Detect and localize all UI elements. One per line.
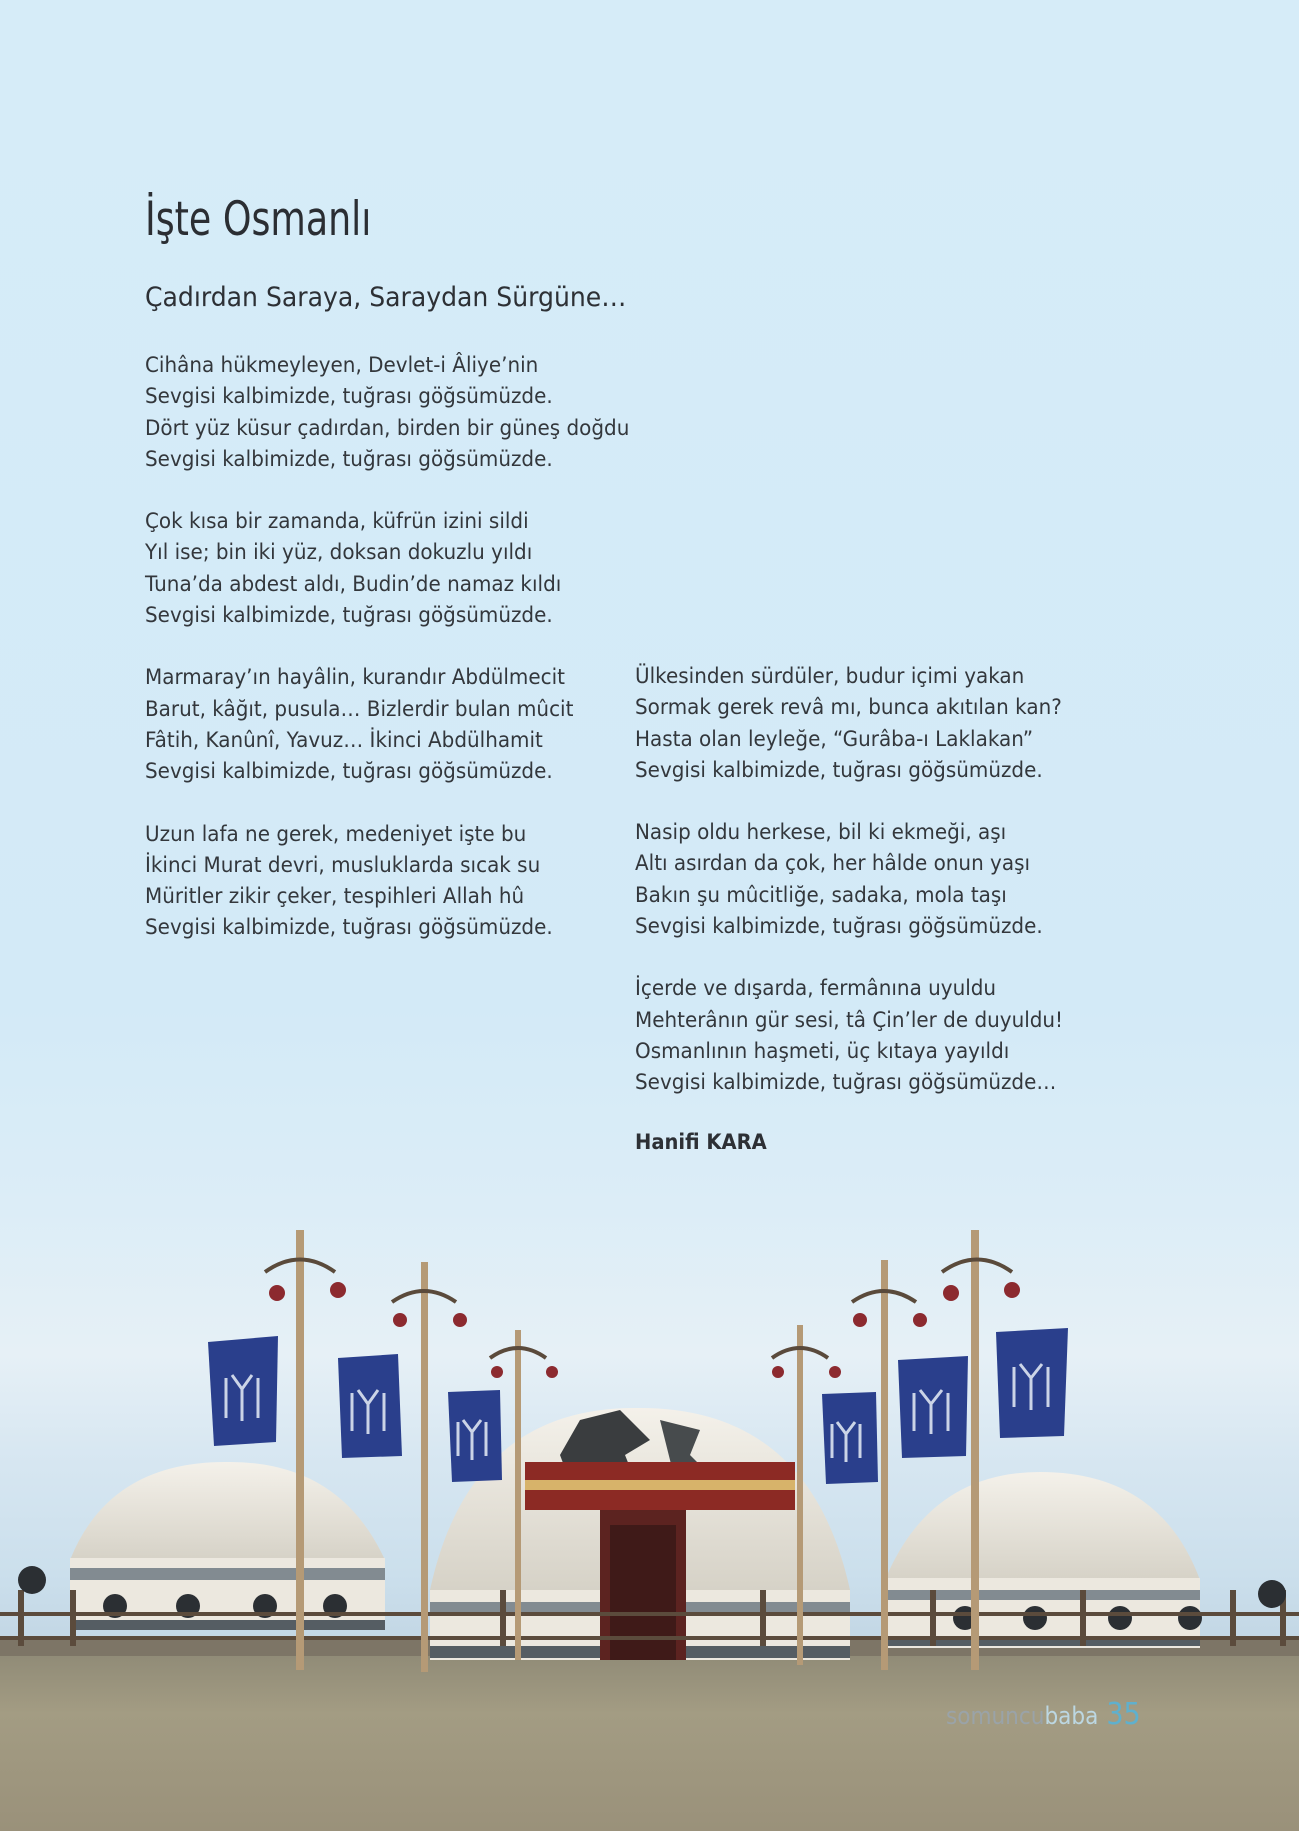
poem-line: Nasip oldu herkese, bil ki ekmeği, aşı — [635, 820, 1007, 845]
poem-line: Sevgisi kalbimizde, tuğrası göğsümüzde. — [635, 757, 1043, 782]
poem-line: Bakın şu mûcitliğe, sadaka, mola taşı — [635, 882, 1007, 907]
poem-line: Sevgisi kalbimizde, tuğrası göğsümüzde. — [145, 603, 553, 628]
poem-line: Marmaray’ın hayâlin, kurandır Abdülmecit — [145, 665, 565, 690]
poem-line: Fâtih, Kanûnî, Yavuz… İkinci Abdülhamit — [145, 727, 543, 752]
poem-line: Sevgisi kalbimizde, tuğrası göğsümüzde. — [145, 384, 553, 409]
poem-line: Yıl ise; bin iki yüz, doksan dokuzlu yıldı — [145, 540, 533, 565]
poem-line: Müritler zikir çeker, tespihleri Allah hû — [145, 884, 525, 909]
stanza — [145, 350, 629, 475]
poem-line: Osmanlının haşmeti, üç kıtaya yayıldı — [635, 1038, 1010, 1063]
poem-line: Sevgisi kalbimizde, tuğrası göğsümüzde. — [145, 446, 553, 471]
page-number: 35 — [1106, 1697, 1141, 1732]
stanza — [635, 817, 1063, 942]
poem-line: Sormak gerek revâ mı, bunca akıtılan kan? — [635, 695, 1062, 720]
stanza — [145, 662, 629, 787]
poem-line: İkinci Murat devri, musluklarda sıcak su — [145, 852, 541, 877]
poem-line: Cihâna hükmeyleyen, Devlet-i Âliye’nin — [145, 353, 539, 377]
yurt-icon — [70, 1462, 385, 1630]
stanza — [145, 506, 629, 631]
magazine-brand-suffix: baba — [1044, 1702, 1099, 1730]
poem-line: Sevgisi kalbimizde, tuğrası göğsümüzde. — [145, 915, 553, 940]
poem-line: Sevgisi kalbimizde, tuğrası göğsümüzde. — [145, 759, 553, 784]
stanza — [145, 819, 629, 944]
poem-line: Sevgisi kalbimizde, tuğrası göğsümüzde. — [635, 914, 1043, 939]
poem-line: Sevgisi kalbimizde, tuğrası göğsümüzde… — [635, 1070, 1057, 1095]
poem-line: Altı asırdan da çok, her hâlde onun yaşı — [635, 851, 1031, 876]
poem-line: İçerde ve dışarda, fermânına uyuldu — [635, 976, 997, 1001]
stanza — [635, 661, 1063, 786]
poem-line: Dört yüz küsur çadırdan, birden bir güneş doğdu — [145, 415, 630, 440]
poem-right-column — [635, 661, 1086, 1154]
poem-line: Hasta olan leyleğe, “Gurâba-ı Laklakan” — [635, 726, 1034, 751]
poem-left-column — [145, 350, 655, 975]
poem-line: Ülkesinden sürdüler, budur içimi yakan — [635, 664, 1025, 688]
author-name: Hanifi KARA — [635, 1129, 767, 1154]
page-title: İşte Osmanlı — [145, 192, 372, 247]
page-footer — [946, 1697, 1141, 1732]
poem-line: Barut, kâğıt, pusula… Bizlerdir bulan mûcit — [145, 696, 574, 721]
poem-line: Tuna’da abdest aldı, Budin’de namaz kıldı — [145, 571, 562, 596]
poem-line: Uzun lafa ne gerek, medeniyet işte bu — [145, 821, 527, 846]
stanza — [635, 973, 1063, 1098]
page-subtitle: Çadırdan Saraya, Saraydan Sürgüne… — [145, 282, 627, 313]
poem-line: Çok kısa bir zamanda, küfrün izini sildi — [145, 509, 529, 534]
magazine-brand: somuncu — [946, 1702, 1045, 1730]
poem-line: Mehterânın gür sesi, tâ Çin’ler de duyuldu! — [635, 1007, 1064, 1032]
